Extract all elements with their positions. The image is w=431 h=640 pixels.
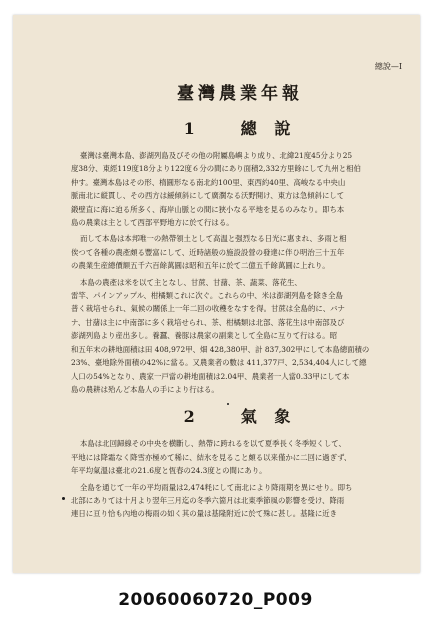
text-line: ナ、甘藷は主に中南部に多く栽培せられ、茶、柑橘類は北部、落花生は中南部及び: [71, 317, 345, 327]
document-page: [13, 15, 420, 573]
text-line: 北部にありては十月より翌年三月迄の冬季六箇月は北東季節風の影響を受け、降雨: [71, 495, 345, 505]
archive-id-caption: 20060060720_P009: [118, 590, 313, 610]
text-line: 而して本島は本邦唯一の熱帶領土として高温と强烈なる日光に惠まれ、多雨と相: [80, 234, 347, 244]
text-line: 澎湖列島より産出多し。養蠶、養豚は農家の副業として全島に互りて行はる。昭: [71, 331, 338, 341]
ink-speck: [62, 497, 65, 500]
text-line: 全島を通じて一年の平均雨量は2,474粍にして南北により降雨期を異にせり。即ち: [80, 482, 353, 492]
text-line: 普く栽培せられ、氣候の關係上一年二回の收穫をなすを得。甘蔗は全島的に、バナ: [71, 304, 345, 314]
text-line: 年平均氣溫は臺北の21.6度と恆春の24.3度との間にあり。: [71, 466, 267, 476]
section-1-paragraph-2: [71, 232, 409, 272]
section-2-paragraph-2: [71, 481, 409, 521]
text-line: 本島の農產は米を以て主となし、甘蔗、甘藷、茶、蔬菜、落花生、: [80, 277, 302, 287]
text-line: 鍛壁直に海に迫る所多く、海岸山脈との間に狹小なる平地を見るのみなり。即ち本: [71, 204, 345, 214]
text-line: 島の農耕は殆んど本島人の手により行はる。: [71, 384, 219, 394]
text-line: 連日に亘り恰も內地の梅雨の如く其の量は基隆附近に於て殊に甚し。基隆に近き: [71, 509, 338, 519]
text-line: の農業生産總價額五千六百餘萬圓は昭和五年に於て二億五千餘萬圓に上れり。: [71, 261, 330, 271]
section-2-number: 2: [183, 407, 201, 427]
text-line: 俟つて各種の農產頗る豐富にして、近時諸般の施設設營の發達に伴ひ明治三十五年: [71, 247, 345, 257]
text-line: 臺灣は臺灣本島、澎湖列島及びその他の附屬島嶼より成り、北緯21度45分より25: [80, 151, 353, 160]
text-line: 島の農業は主として西部平野地方に於て行はる。: [71, 218, 234, 228]
document-title: 臺灣農業年報: [177, 84, 303, 104]
ink-speck: [227, 403, 229, 405]
text-line: 和五年末の耕地面積は田 408,972甲、畑 428,380甲、計 837,302甲にして本島總面積の: [71, 344, 370, 354]
text-line: 23%、臺地除外面積の42%に當る。又農業者の數は 411,377戸、2,534,404人にして總: [71, 358, 367, 368]
text-line: 雷竿、パインアップル、柑橘類これに次ぐ。これらの中、米は澎湖列島を除き全島: [71, 291, 343, 301]
section-2-heading: [71, 404, 409, 427]
section-1-paragraph-1: [71, 149, 409, 229]
section-1-paragraph-3: [71, 276, 409, 397]
section-1-number: 1: [183, 119, 201, 138]
text-line: 度38分、東經119度18分より122度６分の間にあり面積2,332方里餘にして九州と相伯: [71, 164, 361, 174]
text-line: 本島は北回歸線その中央を横斷し、熱帶に跨れるを以て夏季長く冬季短くして、: [80, 439, 346, 449]
section-2-title: 氣 象: [240, 407, 297, 427]
text-line: 平地には降霜なく降雪亦極めて稀に、結氷を見ること頗る以来僅かに二回に過ぎず、: [71, 452, 352, 462]
text-line: 脈南北に縦貫し、その西方は緩傾斜にして廣濶なる沃野開け、東方は急傾斜にして: [71, 191, 345, 201]
document-body: [71, 57, 409, 524]
section-2-paragraph-1: [71, 437, 409, 477]
text-line: 仲す。臺灣本島はその形、楕圓形なる南北約100里、東西約40里、高峻なる中央山: [71, 177, 346, 187]
section-1-title: 總 說: [240, 119, 297, 138]
section-1-heading: [71, 116, 409, 139]
text-line: 人口の54%となり、農家一戸當の耕地面積は2.04甲、農業者一人當0.33甲にして本: [71, 371, 350, 381]
page-label: 總說—Ⅰ: [374, 62, 402, 71]
